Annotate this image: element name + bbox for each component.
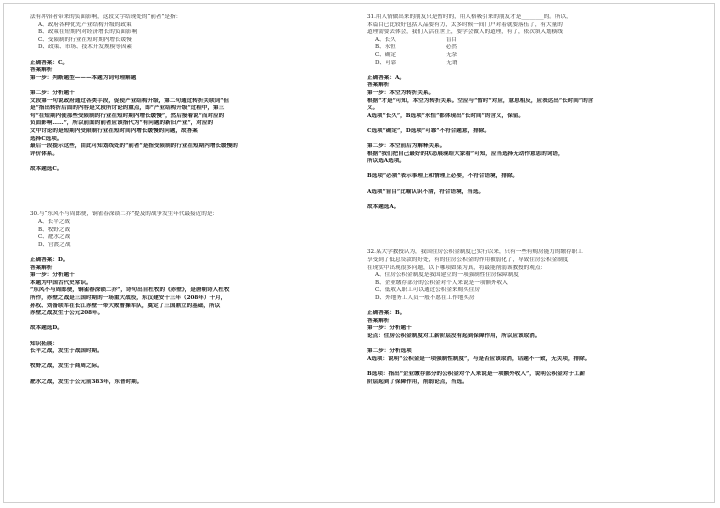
analysis-title: 答案解析 <box>30 67 53 74</box>
analysis-step: 第一步：分析题干 <box>367 325 412 332</box>
analysis-body: 阶层起到了保障作用，削弱论点，当选。 <box>367 378 468 385</box>
option-d: D、政策、市场、技术开发规模等因素 <box>38 44 132 51</box>
question-30 <box>30 211 355 386</box>
analysis-step: 第二步：分析题干 <box>30 89 75 96</box>
option-b: B、牧野之战 <box>38 226 71 233</box>
analysis-body: 选择C选项。 <box>30 135 63 142</box>
conclusion: 故本题选D。 <box>30 325 63 332</box>
correct-answer: 正确答案：B。 <box>367 310 406 317</box>
conclusion: 故本题选C。 <box>30 165 63 172</box>
option-c: C、确定 无奈 <box>375 51 458 58</box>
analysis-step: 第二步：本空前后为解释关系。 <box>367 143 446 150</box>
analysis-body: B选项“必须”表示事理上和情理上必要，不符合语境，排除。 <box>367 173 519 180</box>
question-stem: 30.与“东风不与周郎便，铜雀春深锁二乔”提及的战争发生年代最接近的是： <box>30 211 219 218</box>
question-stem: 享受到了低息贷款的好处，有的住房公积金的作用被弱化了，导致住房公积金制度 <box>367 257 569 263</box>
analysis-step: 第二步：分析选项 <box>367 348 412 355</box>
analysis-step: 第一步：本空为转折关系。 <box>367 89 435 96</box>
argument: 论点：住房公积金制度对工薪阶层没有起到保障作用，所以应该取消。 <box>367 332 541 339</box>
option-a: A、长久 盲目 <box>375 36 458 43</box>
question-31 <box>367 14 692 211</box>
analysis-body: 句“在短期内使那些受限制的行业在短时期内增长缓慢”，然后接着说“而对应的 <box>30 112 225 119</box>
analysis-body: C选项“确定”，D选项“可靠”不符合题意，排除。 <box>367 127 490 134</box>
analysis-body: 赤壁之战发生于公元208年。 <box>30 310 104 317</box>
option-b: B、永恒 必然 <box>375 44 458 51</box>
analysis-title: 答案解析 <box>367 317 390 324</box>
option-d: D、官渡之战 <box>38 241 71 248</box>
question-stem: 32.某大学教授认为，我国住房公积金制度已实行以来，只有一些有购房能力的缴存职工 <box>367 249 583 256</box>
analysis-body: A选项“盲目”比喻认识不清，符合语境，当选。 <box>367 188 485 195</box>
conclusion: 故本题选A。 <box>367 203 400 210</box>
analysis-title: 答案解析 <box>30 264 53 271</box>
knowledge-item: 淝水之战，发生于公元前383年，东晋时期。 <box>30 378 143 385</box>
analysis-body: B选项：指出“企业缴存部分的公积金对个人来说是一项额外收入”，说明公积金对于工薪 <box>367 370 586 377</box>
analysis-body: 根据“我们把自己最好的状态展现给大家看”可知，应当选择无动作意思的词语， <box>367 150 564 157</box>
right-column <box>367 14 692 386</box>
knowledge-title: 知识拓展： <box>30 340 58 347</box>
option-b: B、政策在短期内对经济增长的负面影响 <box>38 29 138 36</box>
option-a: A、政府各种优先产业结构升级的政策 <box>38 21 132 28</box>
option-d: D、外地务工人员一般不愿在工作地买房 <box>375 294 475 301</box>
analysis-body: 是”指出转折后面的内容是文段所讨论的重点，即“产业结构升级”过程中，第三 <box>30 105 225 112</box>
option-a: A、长平之战 <box>38 219 71 226</box>
analysis-body: 负面影响……”，所以前面的前者应该指代为“有问题的新旧产业”，对应的 <box>30 120 214 127</box>
analysis-body: 文段第一句说政府通过各类手段，促使产业结构升级，第二句通过转折关联词“但 <box>30 97 229 104</box>
correct-answer: 正确答案：C。 <box>30 59 69 66</box>
knowledge-item: 长平之战，发生于战国时期。 <box>30 348 103 355</box>
analysis-body: 最后一段提示这些，由此可知划线处的“前者”是指受限制的行业在短期内增长缓慢的 <box>30 143 238 150</box>
knowledge-item: 牧野之战，发生于商周之际。 <box>30 363 103 370</box>
correct-answer: 正确答案：D。 <box>30 257 69 263</box>
analysis-intro: 本题为中国古代史常识。 <box>30 279 92 286</box>
analysis-body: 所以选A选项。 <box>367 158 405 165</box>
option-d: D、可靠 无谓 <box>375 59 458 66</box>
question-29 <box>30 14 355 173</box>
analysis-body: 评价体系。 <box>30 150 58 157</box>
option-a: A、住房公积金制度是我国建立的一项强制性住房保障制度 <box>375 272 519 279</box>
question-stem: 在现实中出现很多问题，以下哪项如果为真，将最能削弱该教授的观点： <box>367 264 547 271</box>
analysis-body: 根据“才是”可知，本空为转折关系。空应与“暂时”对应，意思相反，应表达出“长时间”的含 <box>367 97 594 104</box>
analysis-body: 孙权、刘备联军在长江赤壁一带大败曹操军队，奠定了三国鼎立的基础，所以 <box>30 302 221 309</box>
question-stem: 道理需要去体会，我们人活在世上，要学会做人的道理，有了，依次填入划横线 <box>367 29 563 36</box>
option-c: C、淝水之战 <box>38 234 71 241</box>
correct-answer: 正确答案：A。 <box>367 74 405 81</box>
option-c: C、低收入职工可以通过公积金来购买住房 <box>375 287 480 294</box>
option-b: B、企业缴存部分的公积金对个人来说是一项额外收入 <box>375 279 508 286</box>
question-stem: 31.用人情做出来的朋友只是暂时的，用人格吸引来的朋友才是________的。所以， <box>367 14 572 20</box>
analysis-body: 所作，赤壁之战是三国时期的一场重大战役，东汉建安十三年（208年）十月， <box>30 294 227 301</box>
option-c: C、受限制的行业在短时期内增长缓慢 <box>38 36 132 43</box>
analysis-body: 文中讨论的是短期内受限制行业在短时间内增长缓慢的问题，故答案 <box>30 127 198 134</box>
question-stem: 法有冲治者带来的负面影响，这段文字结现处的“前者”是指： <box>30 14 182 20</box>
question-stem: 本篇目已比较好包括人品要有力，太多时候一间门户对着就要落伍了，有大量的 <box>367 21 563 28</box>
analysis-title: 答案解析 <box>367 82 390 89</box>
analysis-step: 第一步：分析题干 <box>30 272 75 279</box>
analysis-body: 义。 <box>367 105 379 112</box>
analysis-body: “东风不与周郎便，铜雀春深锁二乔”，诗句出自杜牧的《赤壁》，是唐朝诗人杜牧 <box>30 287 230 294</box>
analysis-body: A选项“长久”，B选项“永恒”都体现出“长时间”的含义，保留。 <box>367 112 525 119</box>
analysis-body: A选项：说明“公积金是一项强制性制度”，与是否应该取消，话题不一致，无关项，排除。 <box>367 355 591 362</box>
question-32 <box>367 249 692 386</box>
analysis-step: 第一步：判断题型———本题为词句理解题 <box>30 74 137 81</box>
left-column <box>30 14 355 386</box>
